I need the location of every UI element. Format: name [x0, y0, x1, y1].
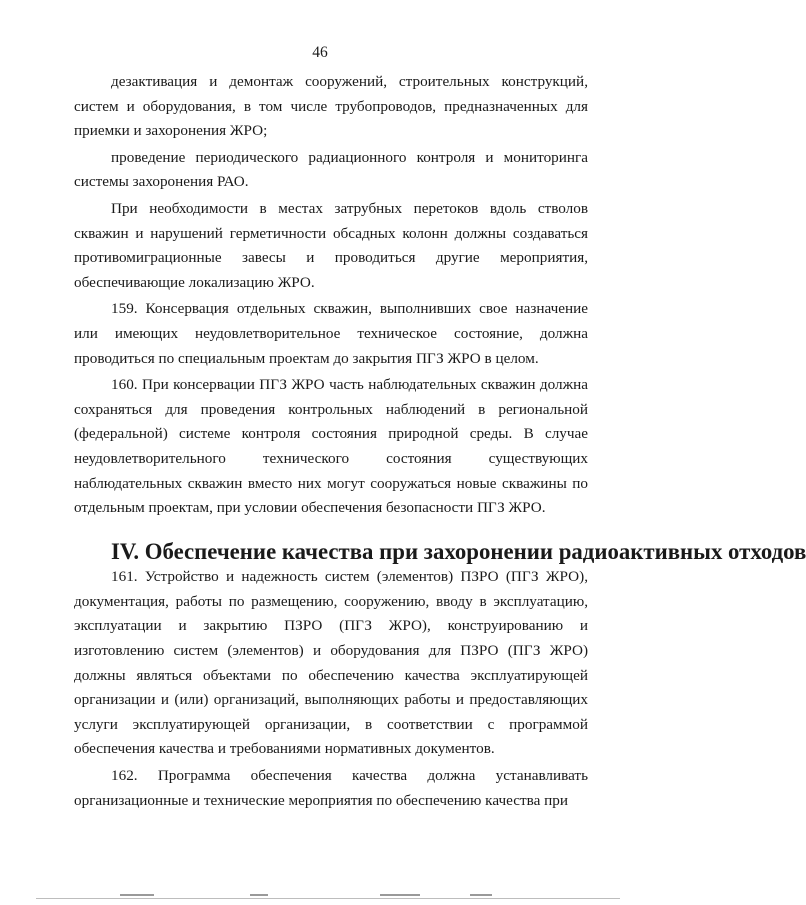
- page-body: [74, 70, 806, 813]
- scan-edge-fragment: [470, 894, 492, 896]
- paragraph-161: 161. Устройство и надежность систем (элементов) ПЗРО (ПГЗ ЖРО), документация, работы по размещению, сооружению, вводу в эксплуатацию, эксплуатации и закрытию ПЗРО (ПГЗ ЖРО), конструированию и изготовлению систем (элементов) и оборудования для ПЗРО (ПГЗ ЖРО) должны являться объектами по обеспечению качества эксплуатирующей организации и (или) организаций, выполняющих работы и предоставляющих услуги эксплуатирующей организации, в соответствии с программой обеспечения качества и требованиями нормативных документов.: [74, 568, 588, 758]
- paragraph-radiation-monitoring: проведение периодического радиационного контроля и мониторинга системы захоронения РАО.: [74, 148, 588, 191]
- scan-edge-line: [36, 898, 620, 899]
- scan-edge-fragment: [380, 894, 420, 896]
- scan-edge-fragment: [120, 894, 154, 896]
- paragraph-159: 159. Консервация отдельных скважин, выполнивших свое назначение или имеющих неудовлетворительное техническое состояние, должна проводиться по специальным проектам до закрытия ПГЗ ЖРО в целом.: [74, 300, 588, 367]
- page-number: 46: [312, 44, 328, 61]
- scan-bottom-edge: [0, 888, 640, 905]
- section-heading: IV. Обеспечение качества при захоронении радиоактивных отходов: [111, 538, 806, 564]
- paragraph-decontamination: дезактивация и демонтаж сооружений, строительных конструкций, систем и оборудования, в том числе трубопроводов, предназначенных для приемки и захоронения ЖРО;: [74, 73, 588, 140]
- paragraph-160: 160. При консервации ПГЗ ЖРО часть наблюдательных скважин должна сохраняться для проведения контрольных наблюдений в региональной (федеральной) системе контроля состояния природной среды. В случае неудовлетворительного технического состояния существующих наблюдательных скважин вместо них могут сооружаться новые скважины по отдельным проектам, при условии обеспечения безопасности ПГЗ ЖРО.: [74, 376, 588, 517]
- scan-edge-fragment: [250, 894, 268, 896]
- paragraph-migration-barriers: При необходимости в местах затрубных перетоков вдоль стволов скважин и нарушений герметичности обсадных колонн должны создаваться противомиграционные завесы и проводиться другие мероприятия, обеспечивающие локализацию ЖРО.: [74, 199, 588, 291]
- paragraph-162: 162. Программа обеспечения качества должна устанавливать организационные и технические мероприятия по обеспечению качества при: [74, 767, 588, 809]
